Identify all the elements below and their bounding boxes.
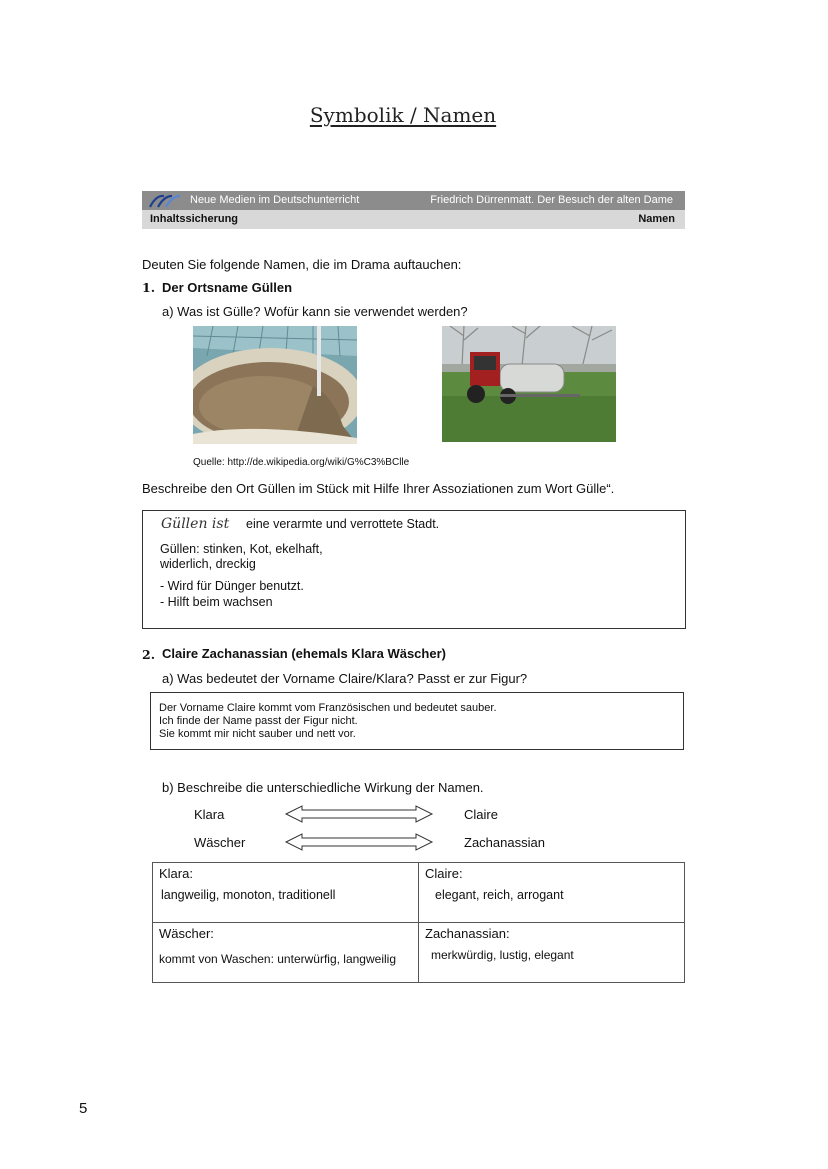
section2-question-b: b) Beschreibe die unterschiedliche Wirkung der Namen.: [162, 780, 484, 795]
section1-task: Beschreibe den Ort Güllen im Stück mit Hilfe Ihrer Assoziationen zum Wort Gülle“.: [142, 481, 615, 496]
section2-number: 2.: [142, 647, 156, 662]
worksheet-header-bar: [142, 191, 685, 210]
worksheet-subheader-bar: [142, 210, 685, 229]
pair-left-1: Klara: [194, 807, 225, 822]
cell-value-waescher: kommt von Waschen: unterwürfig, langweilig: [159, 952, 396, 966]
claire-answer-line-3: Sie kommt mir nicht sauber und nett vor.: [159, 728, 356, 740]
logo-icon: [148, 193, 182, 208]
double-arrow-icon: [284, 832, 434, 852]
page-number: 5: [79, 1100, 88, 1117]
claire-answer-line-2: Ich finde der Name passt der Figur nicht.: [159, 715, 358, 727]
section1-number: 1.: [142, 280, 156, 295]
table-cell-waescher: [153, 923, 419, 983]
table-cell-claire: [419, 863, 685, 923]
claire-answer-line-1: Der Vorname Claire kommt vom Französischen und bedeutet sauber.: [159, 702, 497, 714]
subheader-right-text: Namen: [638, 213, 675, 225]
tractor-spreader-photo: [442, 326, 616, 442]
pair-right-2: Zachanassian: [464, 835, 545, 850]
page-title: Symbolik / Namen: [309, 103, 497, 127]
cell-label-waescher: Wäscher:: [159, 926, 214, 941]
answer-line-2: Güllen: stinken, Kot, ekelhaft,: [160, 542, 323, 556]
pair-left-2: Wäscher: [194, 835, 246, 850]
intro-text: Deuten Sie folgende Namen, die im Drama auftauchen:: [142, 257, 462, 272]
pair-right-1: Claire: [464, 807, 498, 822]
cell-value-zachanassian: merkwürdig, lustig, elegant: [431, 948, 574, 962]
section2-question-a: a) Was bedeutet der Vorname Claire/Klara? Passt er zur Figur?: [162, 671, 528, 686]
header-right-text: Friedrich Dürrenmatt. Der Besuch der alten Dame: [430, 194, 673, 206]
gullen-answer-box: [142, 510, 686, 629]
handwritten-prefix: Güllen ist: [161, 516, 230, 532]
section1-heading: Der Ortsname Güllen: [162, 280, 293, 295]
claire-answer-box: [150, 692, 684, 750]
answer-line-4: - Wird für Dünger benutzt.: [160, 579, 304, 593]
name-effect-table: [152, 862, 685, 983]
subheader-left-text: Inhaltssicherung: [150, 213, 239, 225]
cell-label-zachanassian: Zachanassian:: [425, 926, 510, 941]
manure-tank-photo: [193, 326, 357, 444]
answer-line-3: widerlich, dreckig: [160, 557, 256, 571]
section1-question-a: a) Was ist Gülle? Wofür kann sie verwendet werden?: [162, 304, 468, 319]
answer-line-5: - Hilft beim wachsen: [160, 595, 273, 609]
header-left-text: Neue Medien im Deutschunterricht: [190, 194, 360, 206]
cell-label-claire: Claire:: [425, 866, 463, 881]
section2-heading: Claire Zachanassian (ehemals Klara Wäscher): [162, 646, 446, 661]
table-cell-zachanassian: [419, 923, 685, 983]
image-source-credit: Quelle: http://de.wikipedia.org/wiki/G%C3%BClle: [193, 457, 410, 468]
double-arrow-icon: [284, 804, 434, 824]
answer-line-1: eine verarmte und verrottete Stadt.: [246, 517, 440, 531]
cell-value-claire: elegant, reich, arrogant: [435, 888, 564, 902]
cell-value-klara: langweilig, monoton, traditionell: [161, 888, 336, 902]
table-cell-klara: [153, 863, 419, 923]
cell-label-klara: Klara:: [159, 866, 193, 881]
